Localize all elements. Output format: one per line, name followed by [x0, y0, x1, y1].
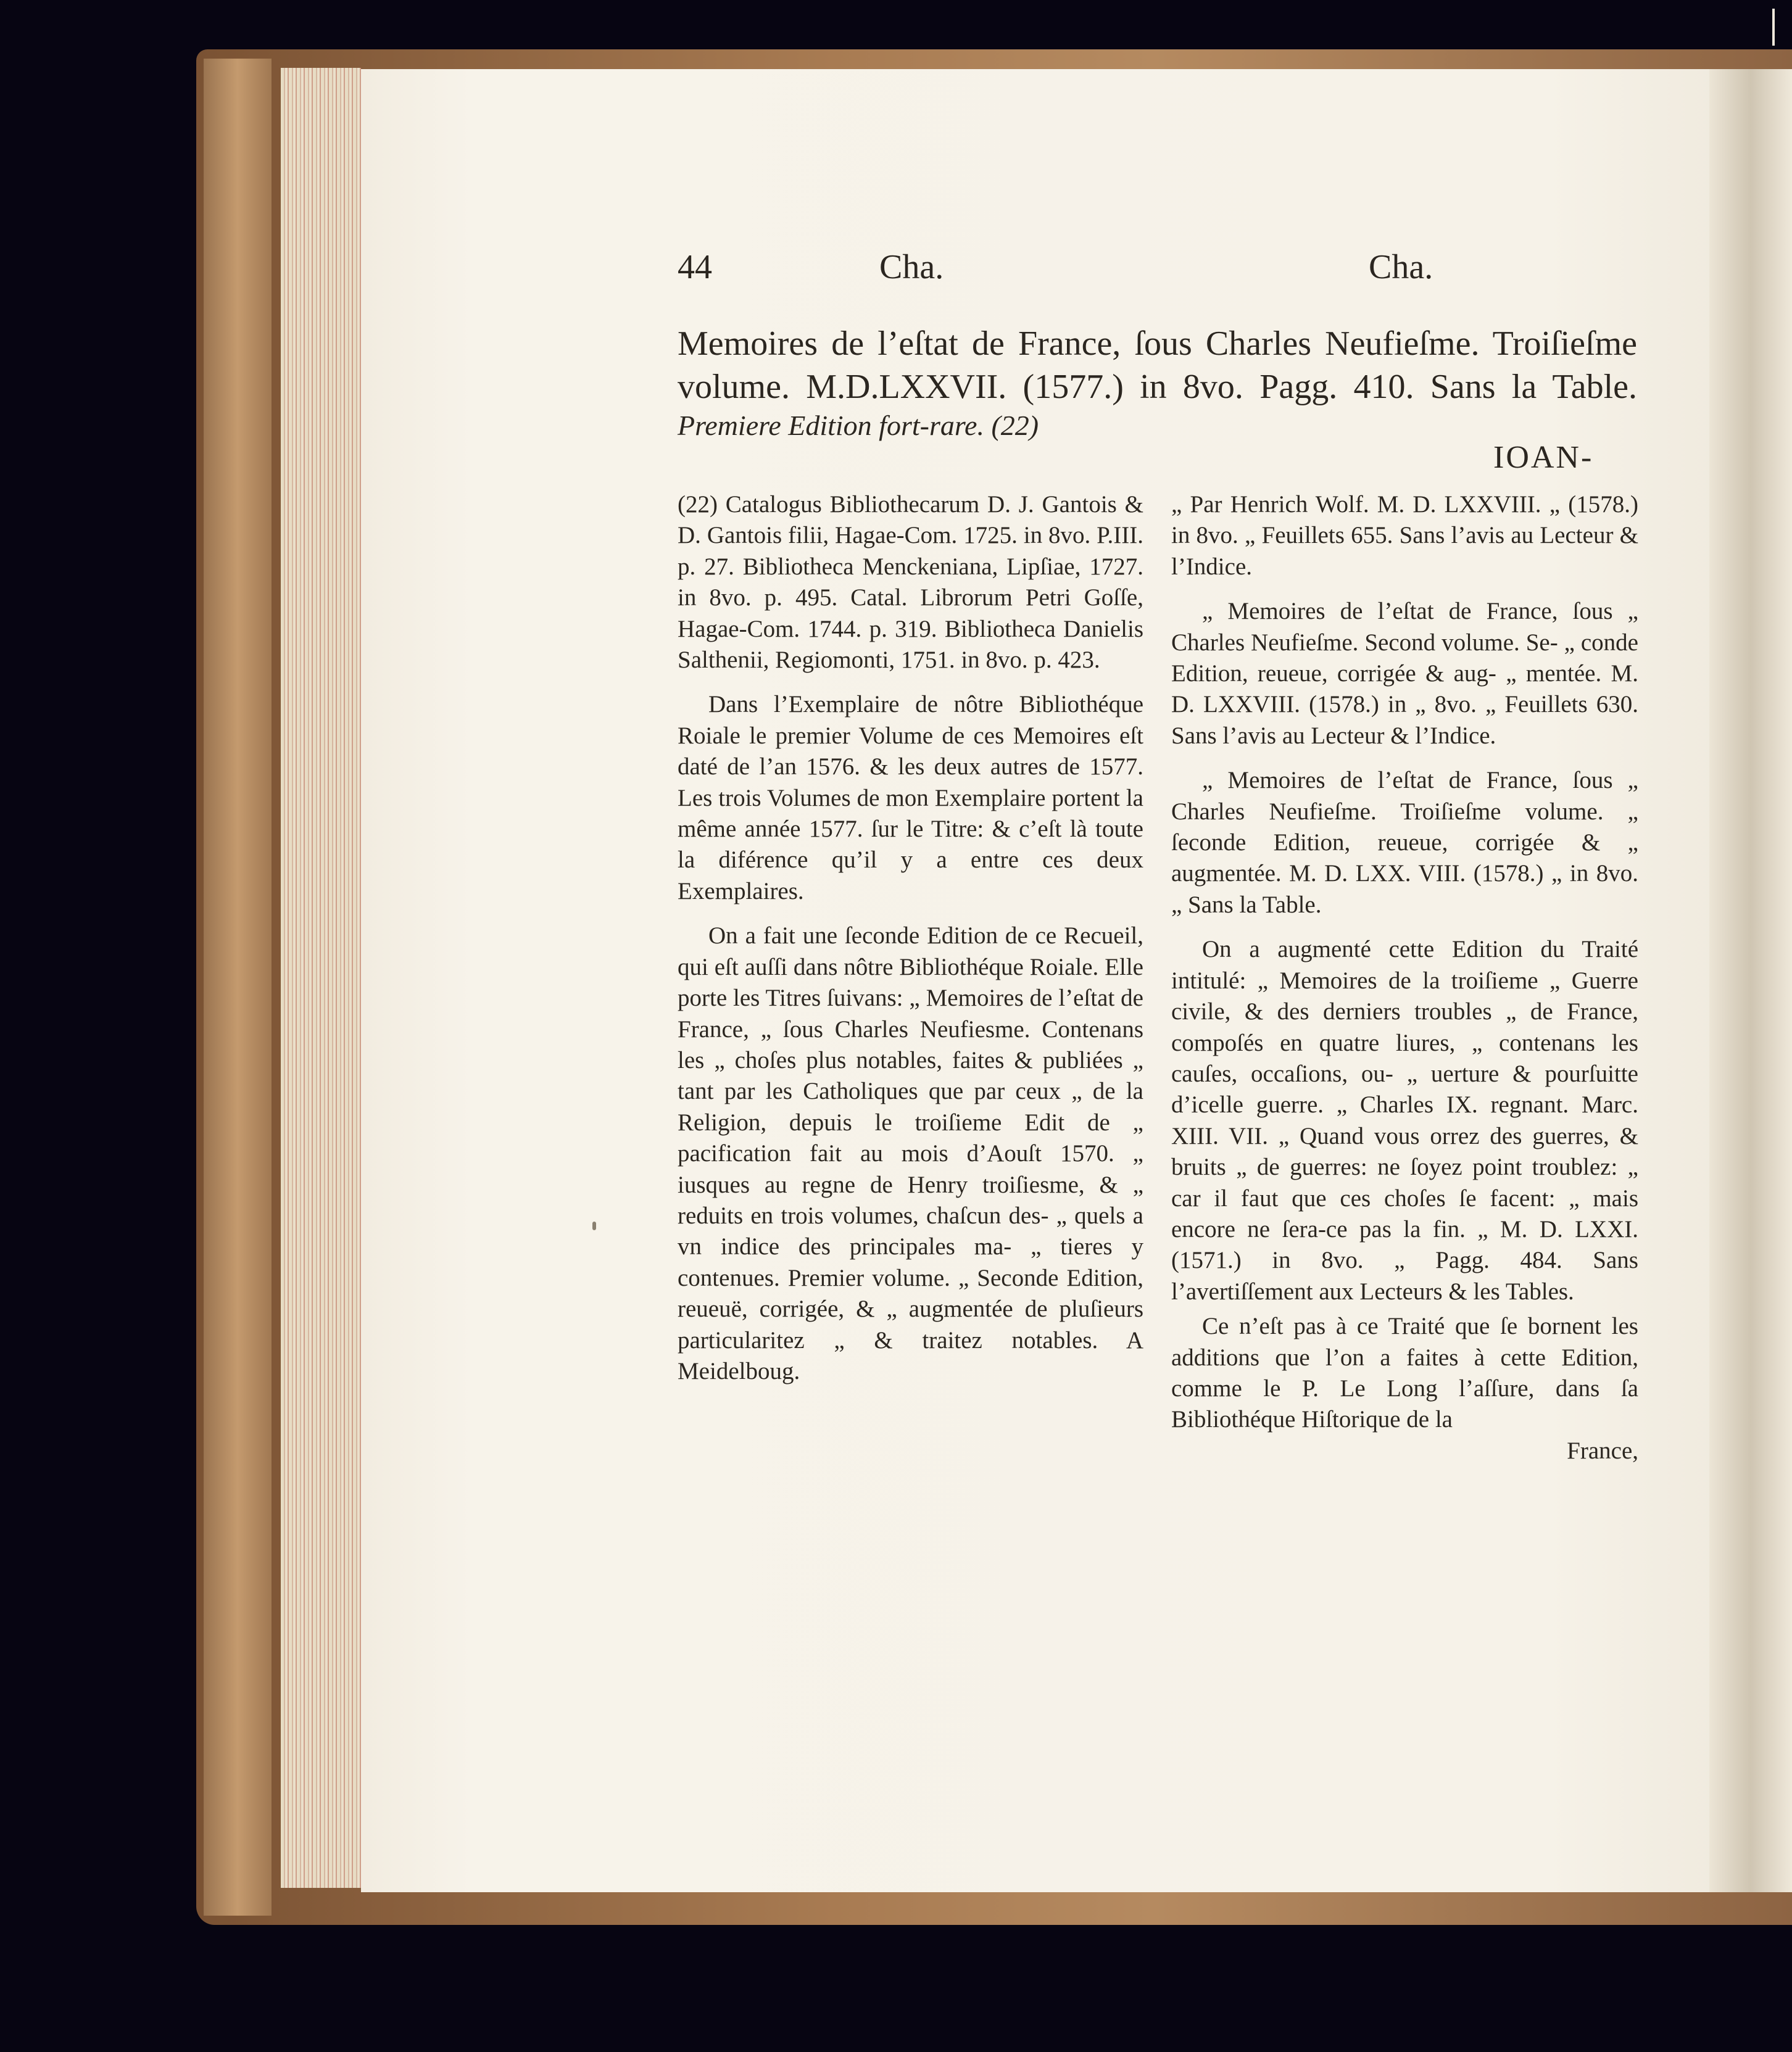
entry-title-line-2: volume. M.D.LXXVII. (1577.) in 8vo. Pagg. 410. Sans la Table. [678, 368, 1637, 406]
paragraph: On a augmenté cette Edition du Traité intitulé: „ Memoires de la troiſieme „ Guerre civile, & des derniers troubles „ de France, compoſés en quatre liures, „ contenans les cauſes, occaſions, ou- „ uerture & pourſuitte d’icelle guerre. „ Charles IX. regnant. Marc. XIII. VII. „ Quand vous orrez des guerres, & bruits „ de guerres: ne ſoyez point troublez: „ car il faut que ces choſes ſe facent: „ mais encore ne ſera-ce pas la fin. „ M. D. LXXI. (1571.) in 8vo. „ Pagg. 484. Sans l’avertiſſement aux Lecteurs & les Tables. [1171, 936, 1638, 1305]
page-edges [281, 68, 361, 1888]
page-number: 44 [678, 248, 712, 286]
entry-title-line-1: Memoires de l’eſtat de France, ſous Charles Neufieſme. Troiſieſme [678, 325, 1637, 363]
paragraph: Ce n’eſt pas à ce Traité que ſe bornent les additions que l’on a faites à cette Edition, comme le P. Le Long l’aſſure, dans ſa Bibliothéque Hiſtorique de la [1171, 1313, 1638, 1433]
entry-title-line-3: Premiere Edition fort-rare. (22) [678, 410, 1039, 441]
running-head-right: Cha. [1369, 248, 1433, 286]
paragraph: „ Par Henrich Wolf. M. D. LXXVIII. „ (1578.) in 8vo. „ Feuillets 655. Sans l’avis au Lecteur & l’Indice. [1171, 491, 1638, 580]
footnote-22: (22) Catalogus Bibliothecarum D. J. Gantois & D. Gantois filii, Hagae-Com. 1725. in 8vo. P.III. p. 27. Bibliotheca Menckeniana, Lipſiae, 1727. in 8vo. p. 495. Catal. Librorum Petri Goſſe, Hagae-Com. 1744. p. 319. Bibliotheca Danielis Salthenii, Regiomonti, 1751. in 8vo. p. 423. [678, 491, 1143, 674]
last-word: France, [1567, 1437, 1638, 1464]
catchword: IOAN- [1493, 440, 1594, 475]
paragraph: On a fait une ſeconde Edition de ce Recueil, qui eſt auſſi dans nôtre Bibliothéque Roiale. Elle porte les Titres ſuivans: „ Memoires de l’eſtat de France, „ ſous Charles Neufiesme. Contenans les „ choſes plus notables, faites & publiées „ tant par les Catholiques que par ceux „ de la Religion, depuis le troiſieme Edit de „ pacification fait au mois d’Aouſt 1570. „ iusques au regne de Henry troiſiesme, & „ reduits en trois volumes, chaſcun des- „ quels a vn indice des principales ma- „ tieres y contenues. Premier volume. „ Seconde Edition, reueuë, corrigée, & „ augmentée de pluſieurs particularitez „ & traitez notables. A Meidelboug. [678, 922, 1143, 1384]
edge-mark [1772, 9, 1775, 46]
page-gutter [1709, 69, 1792, 1892]
paragraph: Dans l’Exemplaire de nôtre Bibliothéque Roiale le premier Volume de ces Memoires eſt daté de l’an 1576. & les deux autres de 1577. Les trois Volumes de mon Exemplaire portent la même année 1577. ſur le Titre: & c’eſt là toute la diférence qu’il y a entre ces deux Exemplaires. [678, 691, 1143, 904]
running-head-left: Cha. [879, 248, 944, 286]
paragraph: „ Memoires de l’eſtat de France, ſous „ Charles Neufieſme. Second volume. Se- „ conde Edition, reueue, corrigée & aug- „ mentée. M. D. LXXVIII. (1578.) in „ 8vo. „ Feuillets 630. Sans l’avis au Lecteur & l’Indice. [1171, 598, 1638, 749]
ink-spot [592, 1222, 596, 1230]
left-column [678, 489, 1143, 1387]
right-column [1171, 489, 1638, 1467]
book-cover-edge [204, 59, 272, 1916]
paragraph: „ Memoires de l’eſtat de France, ſous „ Charles Neufieſme. Troiſieſme volume. „ ſeconde Edition, reueue, corrigée & „ augmentée. M. D. LXX. VIII. (1578.) „ in 8vo. „ Sans la Table. [1171, 767, 1638, 918]
